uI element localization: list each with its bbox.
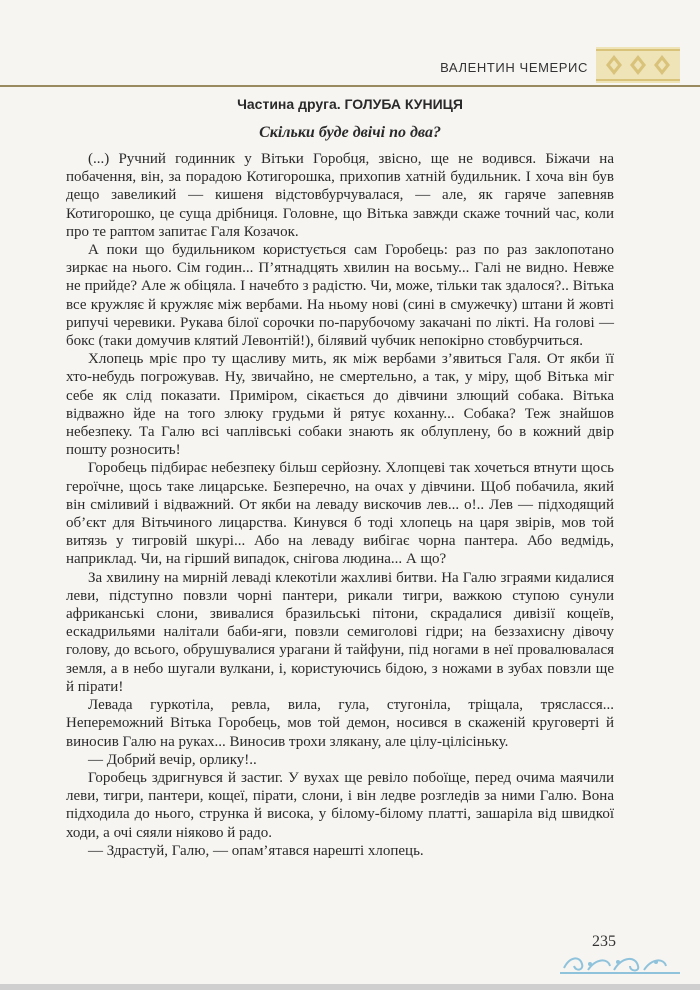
page-bottom-edge <box>0 984 700 990</box>
header-rule <box>0 85 700 87</box>
paragraph: Горобець підбирає небезпеку більш серйозну. Хлопцеві так хочеться втнути щось героїчне, щось таке лицарське. Безперечно, на очах у дівчини. Щоб побачила, який він сміливий і відважний. От якби на леваду вискочив лев... о!.. Лев — підходящий об’єкт для Вітьчиного лицарства. Кинувся б тоді хлопець на царя звірів, мов той витязь у тигровій шкурі... Або на леваду вибігає чорна пантера. Або ведмідь, наприклад. Чи, на гірший випадок, снігова людина... А що? <box>66 460 614 568</box>
paragraph: — Добрий вечір, орлику!.. <box>88 751 257 768</box>
paragraph: — Здрастуй, Галю, — опам’ятався нарешті хлопець. <box>88 842 424 859</box>
paragraph: А поки що будильником користується сам Горобець: раз по раз заклопотано зиркає на нього. Сім годин... П’ятнадцять хвилин на восьму... Галі не видно. Невже не прийде? Але ж обіцяла. І начебто з радістю. Чи, може, тільки так здалося?.. Вітька все кружляє й кружляє між вербами. На ньому нові (сині в смужечку) штани й жовті рипучі черевики. Рукава білої сорочки по-парубочому закачані по лікті. На голові — бокс (таки домучив клятий Левонтій!), білявий чубчик непокірно стовбурчиться. <box>66 242 614 350</box>
paragraph: Горобець здригнувся й застиг. У вухах ще ревіло побоїще, перед очима маячили леви, тигри, пантери, кощеї, пірати, слони, і він ледве розгледів за ними Галю. Вона підходила до нього, струнка й висока, у білому-білому платті, зашарілa від швидкої ходи, а очі сяяли ніяково й радо. <box>66 769 614 841</box>
part-title: Частина друга. ГОЛУБА КУНИЦЯ <box>237 96 463 112</box>
paragraph: Хлопець мріє про ту щасливу мить, як між вербами з’явиться Галя. От якби її хто-небудь погрожував. Ну, звичайно, не смертельно, а так, у міру, щоб Вітька міг себе як слід показати. Приміром, сікається до дівчини злющий собака. Вітька відважно йде на того злюку грудьми й рятує коханну... Собака? Теж знайшов небезпеку. Та Галю всі чаплівські собаки знають як облуплену, бо в кожний двір пошту розносить! <box>66 351 614 459</box>
page-number: 235 <box>592 933 616 950</box>
chapter-title: Скільки буде двічі по два? <box>259 124 441 141</box>
page-header <box>0 44 700 88</box>
body-text <box>66 150 614 860</box>
embroidery-ornament-icon <box>596 47 680 83</box>
paragraph: (...) Ручний годинник у Вітьки Горобця, звісно, ще не водився. Біжачи на побачення, він, за порадою Котигорошка, прихопив хатній будильник. І хоча він був дещо завеликий — кишеня відстовбурчувалася, — але, як гаряче запевняв Котигорошко, це суща дрібниця. Головне, що Вітька завжди скаже точний час, коли про те раптом запитає Галя Козачок. <box>66 151 614 240</box>
running-head-author: ВАЛЕНТИН ЧЕМЕРИС <box>440 60 588 75</box>
paragraph: Левада гуркотіла, ревла, вила, гула, стугоніла, тріщала, трясласся... Непереможний Вітька Горобець, мов той демон, носився в скаженій круговерті й виносив Галю на руках... Виносив трохи злякану, але цілу-цілісіньку. <box>66 697 614 750</box>
wave-ornament-icon <box>560 950 680 976</box>
paragraph: За хвилину на мирній леваді клекотіли жахливі битви. На Галю зграями кидалися леви, підступно повзли чорні пантери, рикали тигри, важкою ступою сунули африканські слони, звивалися бразильські пітони, скрадалися дивізії кощеїв, ескадрильями налітали баби-яги, повзли семиголові гідри; на беззахисну дівочу голову, до всього, обрушувалися урагани й тайфуни, під ногами в неї провалювалася земля, а в небо шугали вулкани, і, користуючись бідою, з ножами в зубах повзли ще й пірати! <box>66 569 614 695</box>
